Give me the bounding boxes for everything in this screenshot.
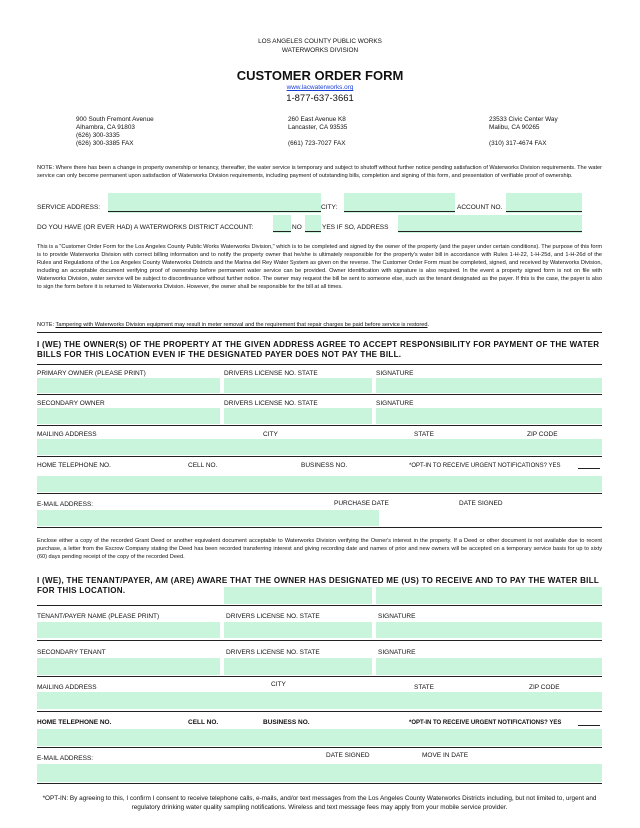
tenant-phone-input[interactable] [37, 729, 602, 746]
primary-owner-license-input[interactable] [224, 378, 372, 393]
cell-label: CELL NO. [188, 462, 218, 469]
signature-label-2: SIGNATURE [376, 400, 414, 407]
tenant-state-label: STATE [414, 684, 434, 691]
state-label-owner: STATE [414, 431, 434, 438]
tenant-heading-fill-2[interactable] [376, 587, 602, 604]
secondary-owner-input[interactable] [37, 408, 220, 424]
tenant-license-input[interactable] [224, 622, 372, 638]
owner-phone-input[interactable] [37, 476, 602, 492]
secondary-tenant-input[interactable] [37, 658, 220, 675]
move-in-date-label: MOVE IN DATE [422, 752, 469, 759]
tenant-name-input[interactable] [37, 622, 220, 638]
secondary-tenant-license-input[interactable] [224, 658, 372, 675]
signature-label: SIGNATURE [376, 370, 414, 377]
tamper-note: NOTE: Tampering with Waterworks Division equipment may result in meter removal and the requirement that repair charges be paid before service is restored. [37, 322, 430, 328]
agency-name: LOS ANGELES COUNTY PUBLIC WORKS [258, 38, 382, 45]
ownership-change-note: NOTE: Where there has been a change in property ownership or tenancy, thereafter, the water service is temporary and subject to shutoff without further notice pending satisfaction of Waterworks Division requirements. The water service can only become permanent upon satisfaction of Waterworks Division requirements, including payment of outstanding bills, completion and signing of this form, and presentation of verifiable proof of ownership. [37, 165, 602, 180]
purchase-date-label: PURCHASE DATE [334, 500, 389, 507]
account-number-input[interactable] [506, 193, 582, 213]
tenant-agreement-heading: I (WE), THE TENANT/PAYER, AM (ARE) AWARE THAT THE OWNER HAS DESIGNATED ME (US) TO RECEIVE AND TO PAY THE WATER BILL FOR THIS LOCATION. [37, 576, 599, 595]
tenant-license-label-2: DRIVERS LICENSE NO. STATE [226, 649, 320, 656]
tenant-zip-label: ZIP CODE [529, 684, 560, 691]
date-signed-label: DATE SIGNED [459, 500, 503, 507]
secondary-owner-label: SECONDARY OWNER [37, 400, 105, 407]
opt-in-footer: *OPT-IN: By agreeing to this, I confirm I consent to receive telephone calls, e-mails, and/or text messages from the Los Angeles County Waterworks Districts including, but not limited to, urgent and regulatory drinking water quality sampling notifications. Wireless and text message fees may apply from your mobile service provider. [42, 795, 597, 811]
home-phone-label: HOME TELEPHONE NO. [37, 462, 111, 469]
tenant-city-label: CITY [271, 681, 286, 688]
tenant-signature-input[interactable] [376, 622, 602, 638]
zip-label-owner: ZIP CODE [527, 431, 558, 438]
office-lancaster: 260 East Avenue K8 Lancaster, CA 93535 (661) 723-7027 FAX [288, 116, 348, 147]
no-label: NO [292, 224, 302, 231]
city-label: CITY: [321, 204, 338, 211]
tenant-email-input[interactable] [37, 764, 602, 782]
main-phone: 1-877-637-3661 [286, 93, 354, 104]
account-label: ACCOUNT NO. [457, 204, 503, 211]
tenant-mailing-label: MAILING ADDRESS [37, 684, 97, 691]
city-label-owner: CITY [263, 431, 278, 438]
secondary-owner-signature-input[interactable] [376, 408, 602, 424]
tenant-signature-label: SIGNATURE [378, 613, 416, 620]
tenant-date-signed-label: DATE SIGNED [326, 752, 370, 759]
service-city-input[interactable] [344, 193, 455, 213]
division-name: WATERWORKS DIVISION [281, 47, 359, 54]
website-link[interactable]: www.lacwaterworks.org [286, 84, 354, 91]
tenant-email-label: E-MAIL ADDRESS: [37, 755, 94, 762]
email-label: E-MAIL ADDRESS: [37, 501, 94, 508]
service-address-input[interactable] [108, 193, 321, 213]
drivers-license-label-2: DRIVERS LICENSE NO. STATE [224, 400, 318, 407]
secondary-tenant-label: SECONDARY TENANT [37, 649, 106, 656]
tenant-home-phone-label: HOME TELEPHONE NO. [37, 719, 112, 726]
form-title: CUSTOMER ORDER FORM [236, 68, 404, 83]
tenant-mailing-address-input[interactable] [37, 692, 602, 709]
primary-owner-signature-input[interactable] [376, 378, 602, 393]
owner-email-input[interactable] [37, 510, 379, 526]
business-label: BUSINESS NO. [301, 462, 348, 469]
office-malibu: 23533 Civic Center Way Malibu, CA 90265 (310) 317-4674 FAX [489, 116, 558, 147]
owner-agreement-heading: I (WE) THE OWNER(S) OF THE PROPERTY AT THE GIVEN ADDRESS AGREE TO ACCEPT RESPONSIBILITY FOR PAYMENT OF THE WATER BILLS FOR THIS LOCATION EVEN IF THE DESIGNATED PAYER DOES NOT PAY THE BILL. [37, 340, 600, 359]
secondary-owner-license-input[interactable] [224, 408, 372, 424]
opt-in-label: *OPT-IN TO RECEIVE URGENT NOTIFICATIONS? YES [409, 463, 561, 469]
mailing-address-label: MAILING ADDRESS [37, 431, 97, 438]
tenant-heading-fill-1[interactable] [224, 587, 372, 604]
tenant-business-label: BUSINESS NO. [263, 719, 310, 726]
tenant-cell-label: CELL NO. [188, 719, 219, 726]
service-address-label: SERVICE ADDRESS: [37, 204, 101, 211]
primary-owner-input[interactable] [37, 378, 220, 393]
tenant-name-label: TENANT/PAYER NAME (PLEASE PRINT) [37, 613, 160, 620]
tenant-signature-label-2: SIGNATURE [378, 649, 416, 656]
form-description: This is a "Customer Order Form for the Los Angeles County Public Works Waterworks Division," which is to be completed and signed by the owner of the property (and the payer under certain conditions). The purpose of this form is to provide Waterworks Division with correct billing information and to notify the property owner that he/she is ultimately responsible for the property's water bill in accordance with Rules 1-H-22, 1-H-25d, and 1-H-26d of the Rules and Regulations of the Los Angeles County Waterworks Districts and the Marina del Rey Water System as given on the reverse. The Customer Order Form must be completed, signed, and received by Waterworks Division, including an acceptable document verifying proof of ownership before permanent water service can be provided. Owner identification with signature is also required. In the event a property signed form is not on file with Waterworks Division, water service will be subject to discontinuance without further notice. The owner may request the bill be sent to someone else, such as the tenant designated as the payer. If this is the case, the payer is also to sign the form before it is returned to Waterworks Division. However, the owner shall be responsible for the bill at all times. [37, 244, 602, 291]
tenant-license-label: DRIVERS LICENSE NO. STATE [226, 613, 320, 620]
office-alhambra: 900 South Fremont Avenue Alhambra, CA 91803 (626) 300-3335 (626) 300-3385 FAX [76, 116, 154, 147]
drivers-license-label: DRIVERS LICENSE NO. STATE [224, 370, 318, 377]
secondary-tenant-signature-input[interactable] [376, 658, 602, 675]
yes-address-label: YES IF SO, ADDRESS [322, 224, 389, 231]
had-account-label: DO YOU HAVE (OR EVER HAD) A WATERWORKS DISTRICT ACCOUNT: [37, 224, 254, 231]
primary-owner-label: PRIMARY OWNER (PLEASE PRINT) [37, 370, 146, 377]
deed-note: Enclose either a copy of the recorded Grant Deed or another equivalent document acceptable to Waterworks Division verifying the Owner's interest in the property. If a Deed or other document is not available due to recent purchase, a letter from the Escrow Company stating the Deed has been recorded transferring interest and giving recording date and names of prior and new owners will be accepted on a temporary service basis for up to sixty (60) days pending receipt of the copy of the recorded Deed. [37, 538, 602, 561]
owner-mailing-address-input[interactable] [37, 439, 602, 455]
tenant-opt-in-label: *OPT-IN TO RECEIVE URGENT NOTIFICATIONS? YES [409, 720, 562, 726]
